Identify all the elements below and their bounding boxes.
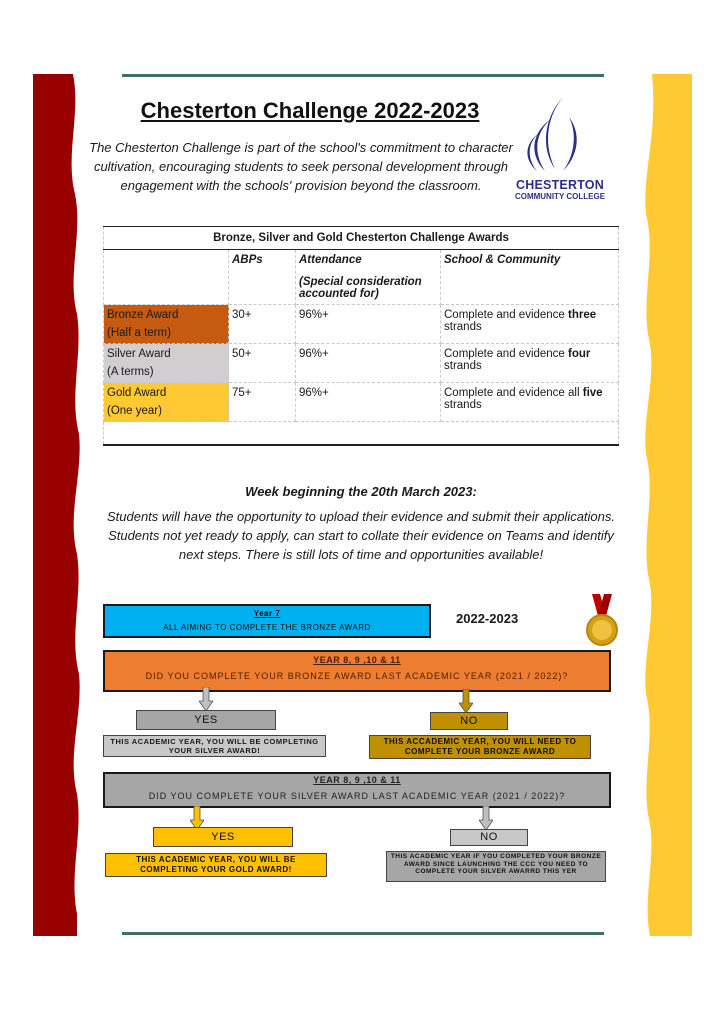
strands-value: Complete and evidence all five strands — [441, 383, 619, 422]
header-attendance-note: (Special consideration accounted for) — [299, 276, 422, 300]
award-period: (A terms) — [107, 366, 154, 378]
header-attendance — [296, 250, 441, 305]
attendance-value: 96%+ — [296, 344, 441, 383]
header-empty — [104, 250, 229, 305]
question-silver-box — [103, 772, 611, 808]
right-decorative-bar — [642, 74, 692, 936]
award-bronze — [104, 305, 229, 344]
table-header-row — [104, 250, 619, 305]
award-gold — [104, 383, 229, 422]
question-bronze-label: YEAR 8, 9 ,10 & 11 — [313, 655, 401, 665]
medal-icon — [584, 594, 620, 646]
award-period: (Half a term) — [107, 327, 171, 339]
bronze-no-note: THIS ACCADEMIC YEAR, YOU WILL NEED TO COMPLETE YOUR BRONZE AWARD — [369, 735, 591, 759]
abps-value: 50+ — [229, 344, 296, 383]
bronze-yes-box: YES — [136, 710, 276, 730]
question-bronze-text: DID YOU COMPLETE YOUR BRONZE AWARD LAST ACADEMIC YEAR (2021 / 2022)? — [145, 671, 569, 681]
year-label: 2022-2023 — [456, 611, 519, 626]
table-caption: Bronze, Silver and Gold Chesterton Challenge Awards — [104, 227, 619, 250]
question-silver-text: DID YOU COMPLETE YOUR SILVER AWARD LAST ACADEMIC YEAR (2021 / 2022)? — [148, 791, 566, 801]
abps-value: 30+ — [229, 305, 296, 344]
award-name: Bronze Award — [107, 309, 179, 321]
intro-paragraph: The Chesterton Challenge is part of the school's commitment to character cultivation, encouraging students to seek personal development through engagement with the schools' provision beyond the classroom. — [89, 140, 513, 193]
year7-box — [103, 604, 431, 638]
year7-text: ALL AIMING TO COMPLETE THE BRONZE AWARD — [163, 623, 371, 632]
bronze-no-box: NO — [430, 712, 508, 730]
question-silver-label: YEAR 8, 9 ,10 & 11 — [313, 775, 401, 785]
question-bronze-box — [103, 650, 611, 692]
header-attendance-label: Attendance — [299, 254, 362, 266]
bronze-yes-note: THIS ACADEMIC YEAR, YOU WILL BE COMPLETING YOUR SILVER AWARD! — [103, 735, 326, 757]
table-row-silver — [104, 344, 619, 383]
arrow-down-icon — [199, 687, 213, 711]
silver-no-note: THIS ACADEMIC YEAR IF YOU COMPLETED YOUR BRONZE AWARD SINCE LAUNCHING THE CCC YOU NEED TO COMPLETE YOUR SILVER AWARRD THIS YER — [386, 851, 606, 882]
abps-value: 75+ — [229, 383, 296, 422]
table-row-bronze — [104, 305, 619, 344]
table-spacer-row — [104, 422, 619, 446]
silver-yes-note: THIS ACADEMIC YEAR, YOU WILL BE COMPLETING YOUR GOLD AWARD! — [105, 853, 327, 877]
bottom-divider — [122, 932, 604, 935]
arrow-down-icon — [479, 806, 493, 830]
award-period: (One year) — [107, 405, 162, 417]
table-row-gold — [104, 383, 619, 422]
table-caption-row — [104, 227, 619, 250]
top-divider — [122, 74, 604, 77]
header-abps: ABPs — [229, 250, 296, 305]
silver-yes-box: YES — [153, 827, 293, 847]
left-decorative-bar — [33, 74, 83, 936]
silver-no-box: NO — [450, 829, 528, 846]
award-name: Gold Award — [107, 387, 167, 399]
award-silver — [104, 344, 229, 383]
week-heading: Week beginning the 20th March 2023: — [245, 484, 477, 499]
award-name: Silver Award — [107, 348, 171, 360]
attendance-value: 96%+ — [296, 305, 441, 344]
attendance-value: 96%+ — [296, 383, 441, 422]
strands-value: Complete and evidence four strands — [441, 344, 619, 383]
week-paragraph: Students will have the opportunity to upload their evidence and submit their applications. Students not yet ready to apply, can start to collate their evidence on Teams and identify next steps. There is still lots of time and opportunities available! — [106, 509, 616, 562]
year7-label: Year 7 — [253, 609, 281, 618]
awards-table — [103, 226, 619, 446]
strands-value: Complete and evidence three strands — [441, 305, 619, 344]
header-school-community: School & Community — [441, 250, 619, 305]
logo-name: CHESTERTON — [516, 178, 604, 192]
logo-subtitle: COMMUNITY COLLEGE — [514, 192, 606, 201]
arrow-down-icon — [459, 689, 473, 713]
page-title: Chesterton Challenge 2022-2023 — [140, 98, 480, 123]
